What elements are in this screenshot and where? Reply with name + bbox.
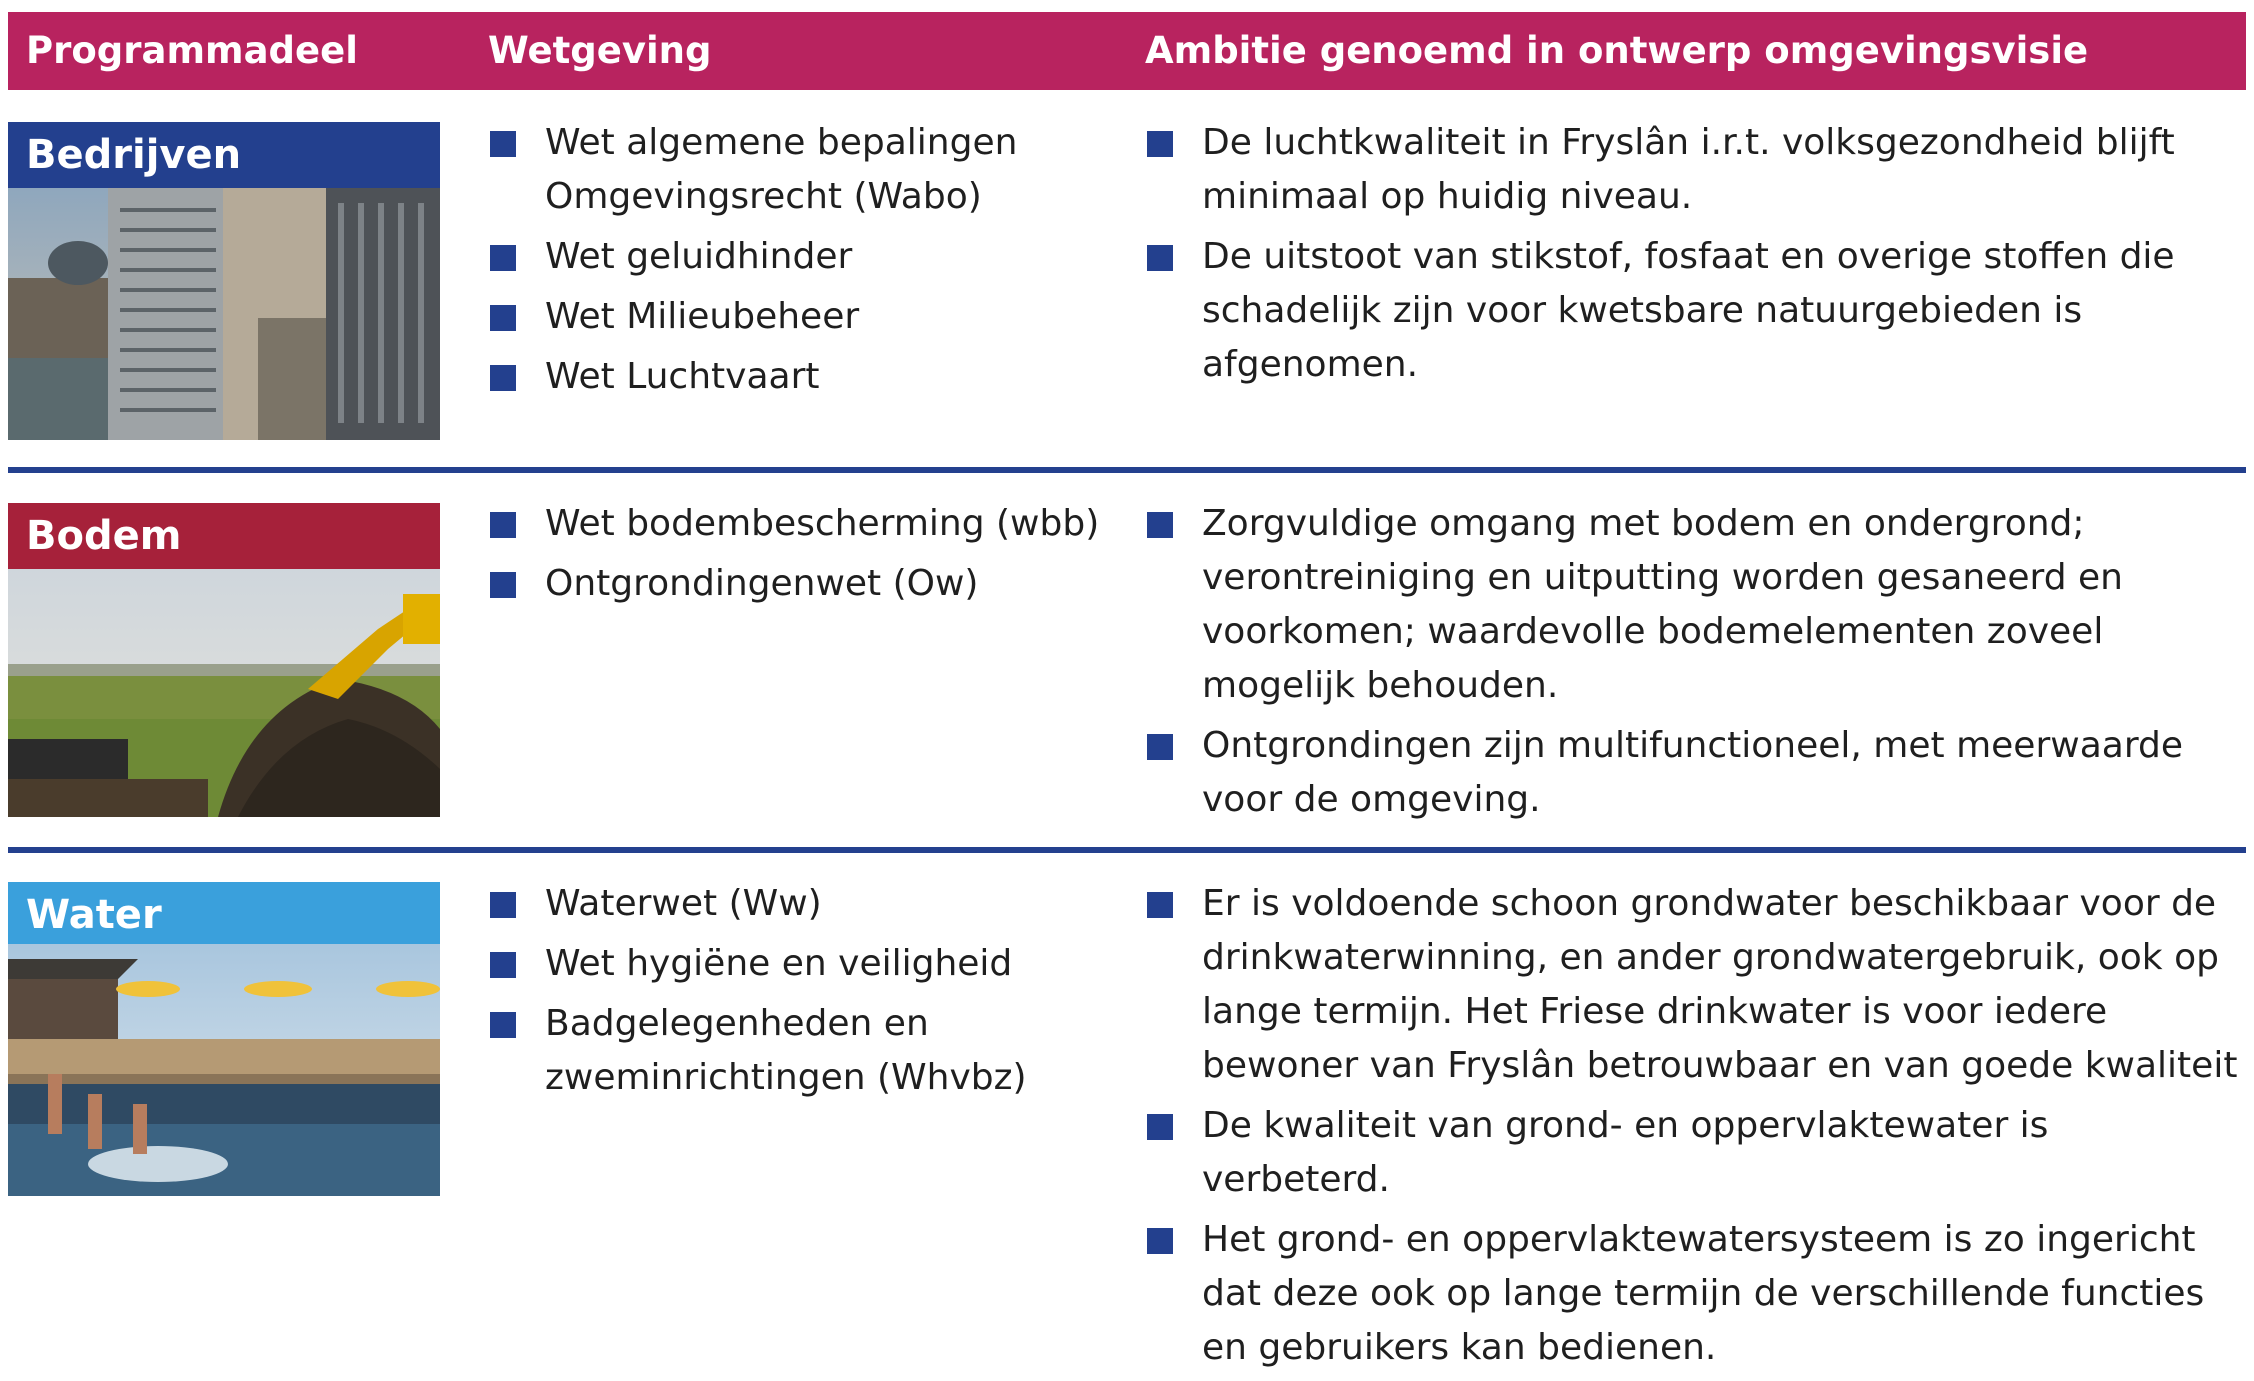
- list-item: Badgelegenheden en zweminrichtingen (Whvbz): [490, 997, 1120, 1105]
- bodem-photo: [8, 569, 440, 817]
- bedrijven-ambitions: [1147, 116, 2242, 398]
- list-item: Zorgvuldige omgang met bodem en ondergrond; verontreiniging en uitputting worden gesaneerd en voorkomen; waardevolle bodemelementen zoveel mogelijk behouden.: [1147, 497, 2242, 713]
- bullet-square-icon: [1147, 512, 1173, 538]
- water-laws: [490, 877, 1120, 1111]
- bullet-square-icon: [490, 952, 516, 978]
- list-item: De kwaliteit van grond- en oppervlaktewater is verbeterd.: [1147, 1099, 2242, 1207]
- table-header: [8, 12, 2246, 90]
- bedrijven-photo: [8, 188, 440, 440]
- section-label-bodem: Bodem: [8, 503, 440, 569]
- bullet-square-icon: [490, 572, 516, 598]
- section-divider: [8, 467, 2246, 473]
- header-programmadeel: Programmadeel: [26, 29, 358, 72]
- list-item: Er is voldoende schoon grondwater beschikbaar voor de drinkwaterwinning, en ander grondwatergebruik, ook op lange termijn. Het Friese drinkwater is voor iedere bewoner van Fryslân betrouwbaar en van goede kwaliteit: [1147, 877, 2242, 1093]
- section-label-water: Water: [8, 882, 440, 948]
- list-item: Waterwet (Ww): [490, 877, 1120, 931]
- list-item: Ontgrondingenwet (Ow): [490, 557, 1120, 611]
- list-item: Wet Milieubeheer: [490, 290, 1120, 344]
- list-item: Wet bodembescherming (wbb): [490, 497, 1120, 551]
- header-ambitie: Ambitie genoemd in ontwerp omgevingsvisie: [1145, 29, 2089, 72]
- list-item: Het grond- en oppervlaktewatersysteem is zo ingericht dat deze ook op lange termijn de verschillende functies en gebruikers kan bedienen.: [1147, 1213, 2242, 1375]
- bullet-square-icon: [490, 131, 516, 157]
- bullet-square-icon: [1147, 131, 1173, 157]
- bullet-square-icon: [490, 365, 516, 391]
- bullet-square-icon: [1147, 1114, 1173, 1140]
- list-item: Wet algemene bepalingen Omgevingsrecht (Wabo): [490, 116, 1120, 224]
- list-item: De luchtkwaliteit in Fryslân i.r.t. volksgezondheid blijft minimaal op huidig niveau.: [1147, 116, 2242, 224]
- list-item: Ontgrondingen zijn multifunctioneel, met meerwaarde voor de omgeving.: [1147, 719, 2242, 827]
- bedrijven-laws: [490, 116, 1120, 410]
- bullet-square-icon: [490, 892, 516, 918]
- header-wetgeving: Wetgeving: [488, 29, 712, 72]
- list-item: De uitstoot van stikstof, fosfaat en overige stoffen die schadelijk zijn voor kwetsbare natuurgebieden is afgenomen.: [1147, 230, 2242, 392]
- list-item: Wet geluidhinder: [490, 230, 1120, 284]
- list-item: Wet Luchtvaart: [490, 350, 1120, 404]
- water-ambitions: [1147, 877, 2242, 1381]
- bullet-square-icon: [1147, 734, 1173, 760]
- water-photo: [8, 944, 440, 1196]
- bullet-square-icon: [1147, 892, 1173, 918]
- section-label-bedrijven: Bedrijven: [8, 122, 440, 188]
- bullet-square-icon: [490, 245, 516, 271]
- bodem-ambitions: [1147, 497, 2242, 833]
- bullet-square-icon: [490, 305, 516, 331]
- bullet-square-icon: [1147, 245, 1173, 271]
- bullet-square-icon: [1147, 1228, 1173, 1254]
- bullet-square-icon: [490, 1012, 516, 1038]
- bullet-square-icon: [490, 512, 516, 538]
- bodem-laws: [490, 497, 1120, 617]
- section-divider: [8, 847, 2246, 853]
- list-item: Wet hygiëne en veiligheid: [490, 937, 1120, 991]
